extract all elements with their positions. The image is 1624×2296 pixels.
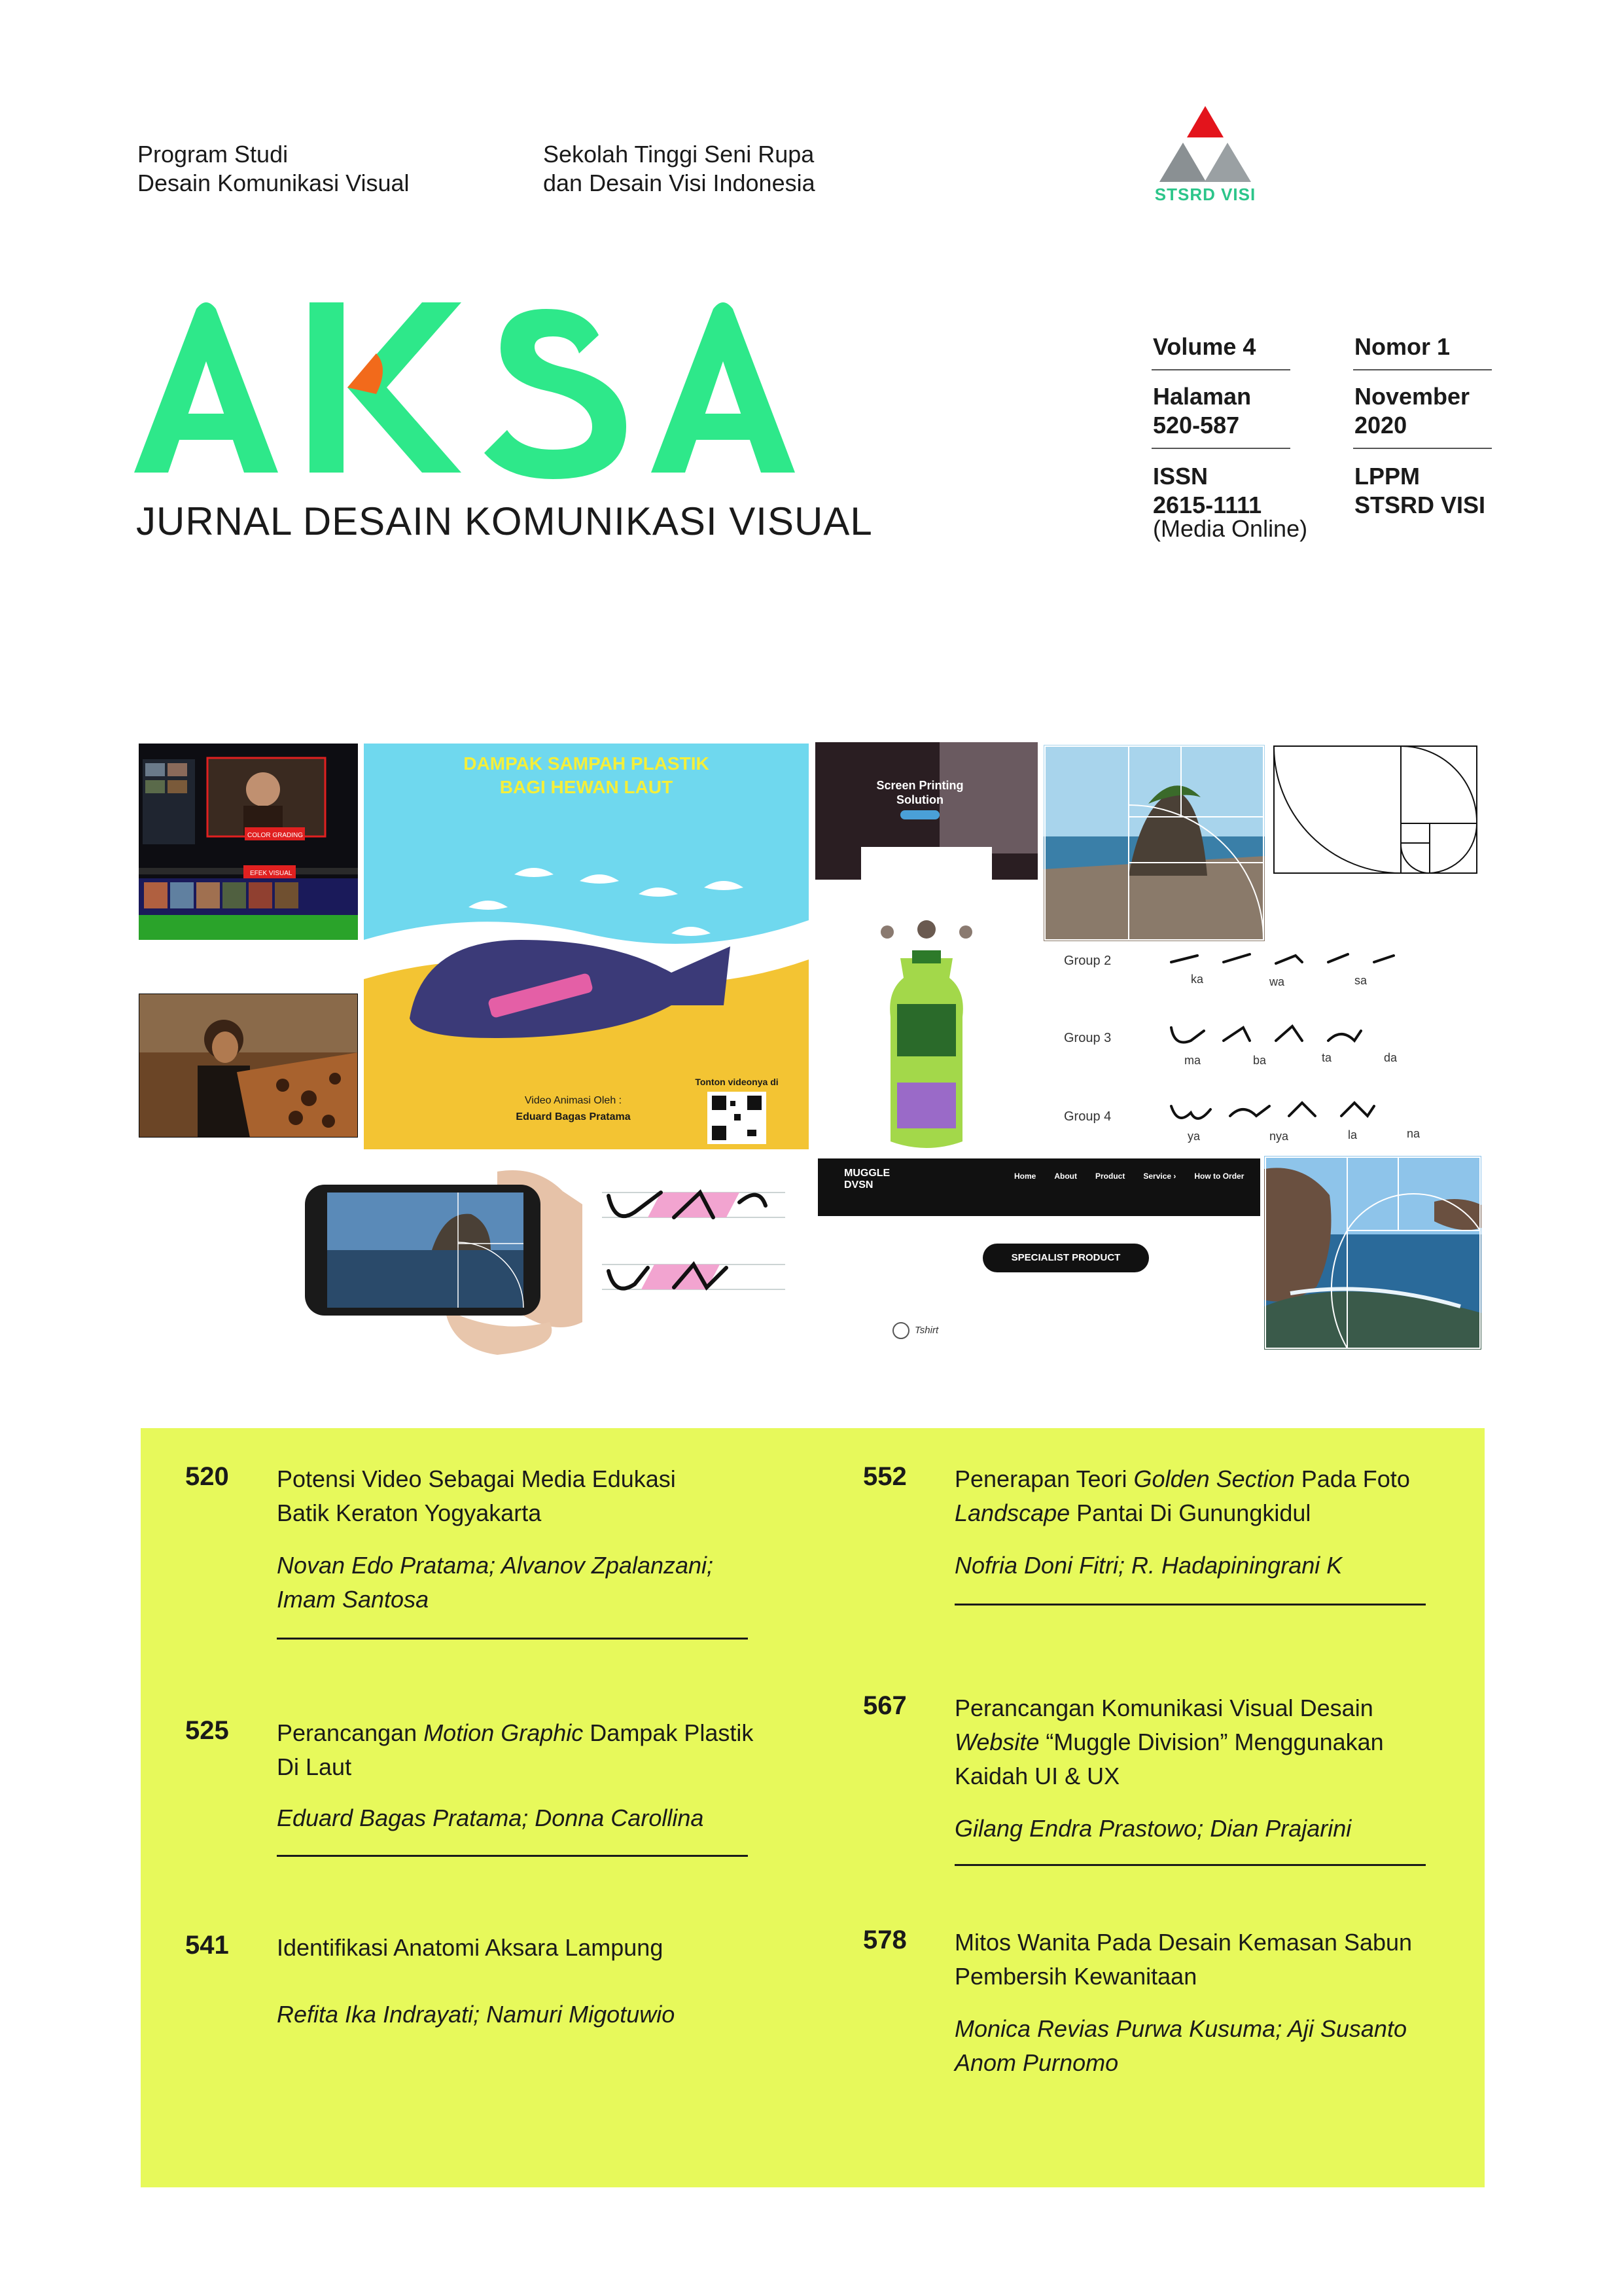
svg-text:ya: ya bbox=[1188, 1130, 1201, 1143]
page-number: 541 bbox=[185, 1931, 229, 1960]
school-line-2: dan Desain Visi Indonesia bbox=[543, 170, 815, 196]
table-of-contents bbox=[141, 1428, 1485, 2187]
nav-how-to-order[interactable]: How to Order bbox=[1194, 1172, 1244, 1181]
article-authors: Eduard Bagas Pratama; Donna Carollina bbox=[277, 1804, 704, 1831]
school-line-1: Sekolah Tinggi Seni Rupa bbox=[543, 141, 815, 168]
page-number: 525 bbox=[185, 1716, 229, 1745]
phone-photo bbox=[301, 1152, 582, 1355]
journal-subtitle: JURNAL DESAIN KOMUNIKASI VISUAL bbox=[136, 499, 873, 543]
program-line-1: Program Studi bbox=[137, 141, 289, 168]
page-number: 567 bbox=[863, 1691, 907, 1720]
poster-credit-label: Video Animasi Oleh : bbox=[524, 1095, 622, 1106]
aksara-stroke-detail bbox=[589, 1166, 798, 1317]
issn-block bbox=[1153, 462, 1307, 543]
nav-home[interactable]: Home bbox=[1014, 1172, 1036, 1181]
nav-service[interactable]: Service › bbox=[1143, 1172, 1176, 1181]
pages-label: Halaman bbox=[1153, 383, 1252, 410]
golden-spiral-diagram bbox=[1273, 745, 1479, 876]
group-4-label: Group 4 bbox=[1064, 1109, 1112, 1124]
article-title: Mitos Wanita Pada Desain Kemasan Sabun Pembersih Kewanitaan bbox=[955, 1929, 1413, 1990]
divider bbox=[955, 1864, 1426, 1866]
group-2-label: Group 2 bbox=[1064, 954, 1112, 968]
title-italic: Website bbox=[955, 1729, 1040, 1755]
article-authors: Refita Ika Indrayati; Namuri Migotuwio bbox=[277, 2001, 675, 2028]
tshirt-item: Tshirt bbox=[915, 1325, 939, 1336]
issue-month: November bbox=[1354, 383, 1470, 410]
aksara-lampung-groups bbox=[1053, 942, 1479, 1152]
visual-effect-tag: EFEK VISUAL bbox=[250, 870, 292, 877]
svg-text:ba: ba bbox=[1253, 1054, 1267, 1067]
article-authors: Monica Revias Purwa Kusuma; Aji Susanto Anom Purnomo bbox=[955, 2015, 1407, 2076]
program-study bbox=[137, 140, 410, 198]
title-italic: Landscape bbox=[955, 1499, 1070, 1526]
page-number: 520 bbox=[185, 1462, 229, 1491]
svg-text:wa: wa bbox=[1269, 975, 1285, 988]
school-name bbox=[543, 140, 815, 198]
article-title: Penerapan Teori Golden Section Pada Foto Landscape Pantai Di Gunungkidul bbox=[955, 1465, 1410, 1526]
site-logo: MUGGLE DVSN bbox=[844, 1168, 891, 1191]
divider bbox=[277, 1855, 748, 1857]
tshirt-icon bbox=[892, 1322, 909, 1339]
meta-divider bbox=[1353, 448, 1492, 449]
nav-about[interactable]: About bbox=[1054, 1172, 1077, 1181]
muggle-division-website bbox=[818, 1158, 1260, 1355]
screen-printing-website bbox=[815, 742, 1038, 1148]
issue-year: 2020 bbox=[1354, 412, 1407, 439]
publisher-line-1: LPPM bbox=[1354, 463, 1421, 490]
svg-text:la: la bbox=[1348, 1128, 1358, 1141]
poster-credit-name: Eduard Bagas Pratama bbox=[516, 1111, 631, 1122]
article-authors: Nofria Doni Fitri; R. Hadapiningrani K bbox=[955, 1552, 1343, 1579]
divider bbox=[277, 1638, 748, 1640]
meta-divider bbox=[1152, 448, 1290, 449]
plastic-poster bbox=[364, 744, 809, 1149]
publisher-line-2: STSRD VISI bbox=[1354, 492, 1486, 518]
nav-product[interactable]: Product bbox=[1095, 1172, 1125, 1181]
issue-number: Nomor 1 bbox=[1354, 333, 1451, 360]
divider bbox=[955, 1604, 1426, 1605]
beach-golden-section-photo bbox=[1044, 745, 1265, 941]
meta-divider bbox=[1353, 369, 1492, 370]
coast-golden-section-photo bbox=[1264, 1156, 1481, 1350]
article-title: Potensi Video Sebagai Media Edukasi Batik Keraton Yogyakarta bbox=[277, 1465, 676, 1526]
article-title: Perancangan Motion Graphic Dampak Plastik Di Laut bbox=[277, 1719, 754, 1780]
meta-divider bbox=[1152, 369, 1290, 370]
group-3-label: Group 3 bbox=[1064, 1031, 1112, 1045]
article-title: Identifikasi Anatomi Aksara Lampung bbox=[277, 1934, 663, 1961]
publisher-block bbox=[1354, 462, 1485, 520]
date-block bbox=[1354, 382, 1470, 440]
svg-text:da: da bbox=[1384, 1051, 1398, 1064]
article-authors: Novan Edo Pratama; Alvanov Zpalanzani; Imam Santosa bbox=[277, 1552, 714, 1613]
poster-qr-label: Tonton videonya di bbox=[695, 1077, 779, 1087]
logo-label: STSRD VISI bbox=[1154, 185, 1256, 204]
title-italic: Golden Section bbox=[1133, 1465, 1295, 1492]
page-number: 578 bbox=[863, 1926, 907, 1954]
svg-text:sa: sa bbox=[1354, 974, 1368, 987]
title-italic: Motion Graphic bbox=[423, 1719, 584, 1746]
color-grading-tag: COLOR GRADING bbox=[247, 832, 304, 839]
batik-artisan-photo bbox=[139, 994, 358, 1138]
aksa-wordmark bbox=[134, 296, 821, 479]
site-nav bbox=[1014, 1172, 1244, 1181]
page-number: 552 bbox=[863, 1462, 907, 1491]
volume: Volume 4 bbox=[1153, 333, 1256, 360]
web-heading-2: Solution bbox=[896, 793, 944, 806]
svg-text:ta: ta bbox=[1322, 1051, 1332, 1064]
specialist-product-button[interactable]: SPECIALIST PRODUCT bbox=[983, 1244, 1149, 1272]
issn-note: (Media Online) bbox=[1153, 515, 1308, 542]
svg-text:ka: ka bbox=[1191, 973, 1204, 986]
pages-block bbox=[1153, 382, 1251, 440]
web-heading-1: Screen Printing bbox=[876, 779, 964, 792]
article-title: Perancangan Komunikasi Visual Desain Website “Muggle Division” Menggunakan Kaidah UI & UX bbox=[955, 1695, 1384, 1789]
poster-title-2: BAGI HEWAN LAUT bbox=[499, 777, 673, 797]
issn-label: ISSN bbox=[1153, 463, 1209, 490]
poster-title-1: DAMPAK SAMPAH PLASTIK bbox=[463, 753, 709, 774]
program-line-2: Desain Komunikasi Visual bbox=[137, 170, 410, 196]
svg-text:nya: nya bbox=[1269, 1130, 1289, 1143]
svg-text:na: na bbox=[1407, 1127, 1421, 1140]
article-authors: Gilang Endra Prastowo; Dian Prajarini bbox=[955, 1815, 1352, 1842]
issn-number: 2615-1111 bbox=[1153, 492, 1262, 518]
pages-range: 520-587 bbox=[1153, 412, 1240, 439]
video-editor-image bbox=[139, 744, 358, 940]
svg-text:ma: ma bbox=[1184, 1054, 1201, 1067]
